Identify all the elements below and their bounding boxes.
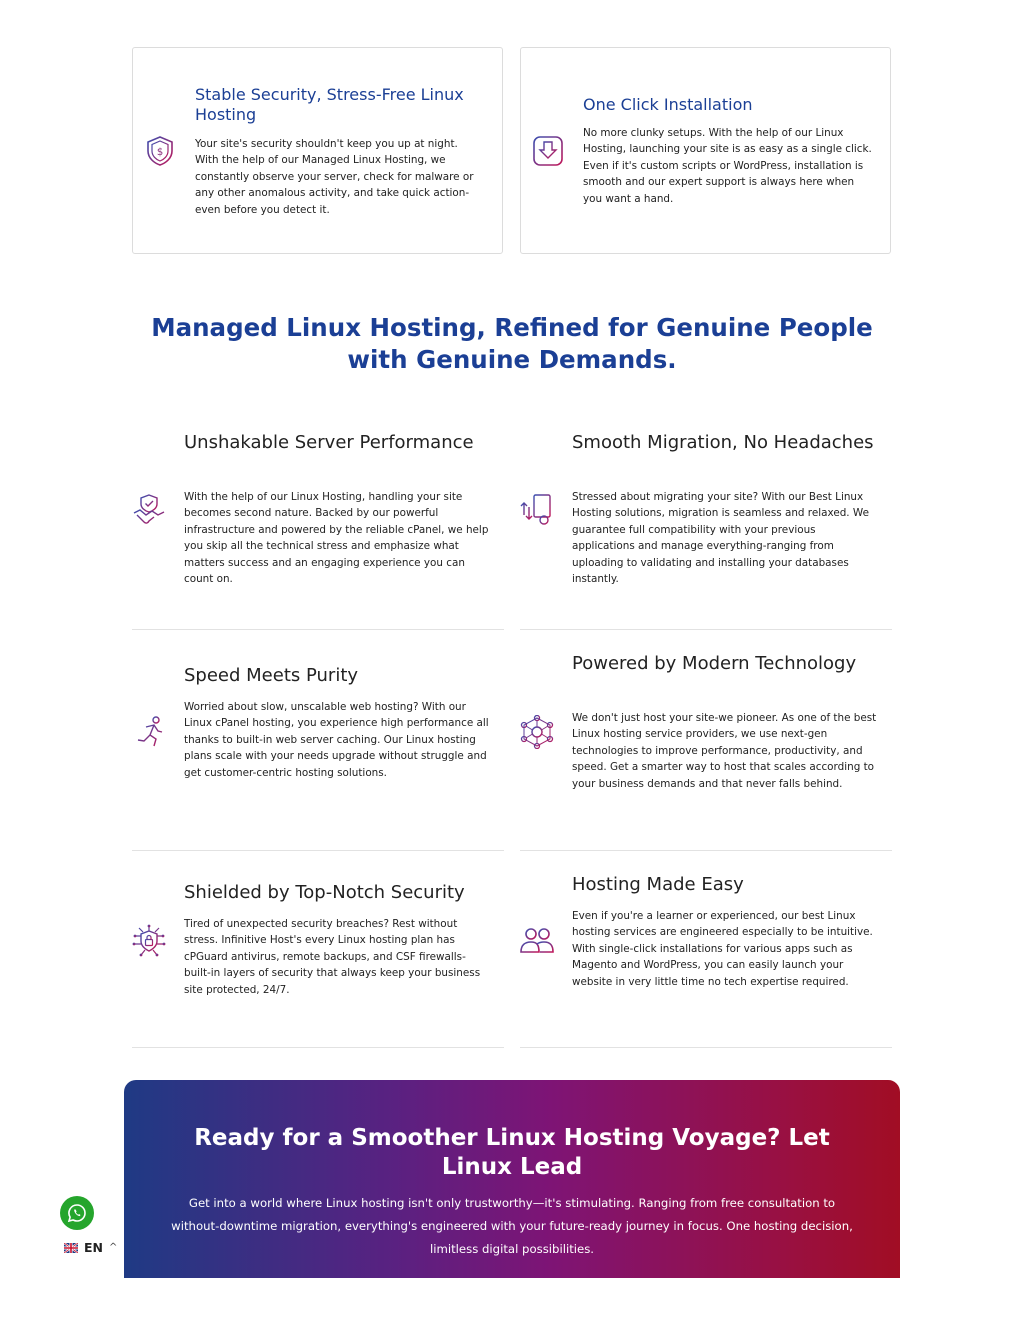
cta-text: Get into a world where Linux hosting isn't only trustworthy—it's stimulating. Ranging from free consultation to without-downtime migration, everything's engineered with your future-ready journey in focus. One hosting decision, limitless digital possibilities.: [171, 1196, 853, 1256]
feature-text: Tired of unexpected security breaches? Rest without stress. Infinitive Host's every Linux hosting plan has cPGuard antivirus, remote backups, and CSF firewalls-built-in layers of security that always keep your business site protected, 24/7.: [184, 918, 481, 996]
circuit-lock-icon: [132, 924, 166, 958]
feature-title: Unshakable Server Performance: [184, 432, 474, 453]
divider: [132, 850, 504, 851]
card-text: Your site's security shouldn't keep you up at night. With the help of our Managed Linux Hosting, we constantly observe your server, check for malware or any other anomalous activity, and take quick action-even before you detect it.: [195, 138, 474, 216]
uk-flag-icon: [64, 1243, 78, 1253]
network-nodes-icon: [520, 715, 554, 749]
download-arrow-icon: [531, 134, 565, 168]
feature-title: Powered by Modern Technology: [572, 653, 857, 674]
feature-text: Stressed about migrating your site? With our Best Linux Hosting solutions, migration is seamless and relaxed. We guarantee full compatibility with your previous applications and manage everything-ranging from uploading to validating and installing your databases instantly.: [572, 491, 869, 586]
svg-text:$: $: [156, 147, 164, 158]
cta-banner: [124, 1080, 900, 1278]
migration-icon: [520, 493, 554, 527]
cta-title: Ready for a Smoother Linux Hosting Voyage? Let Linux Lead: [194, 1125, 830, 1180]
users-icon: [520, 924, 554, 958]
language-label: EN: [84, 1240, 104, 1255]
divider: [520, 629, 892, 630]
speed-runner-icon: [132, 715, 166, 749]
feature-card-security: [132, 47, 503, 254]
feature-text: Worried about slow, unscalable web hosting? With our Linux cPanel hosting, you experience high performance all thanks to built-in web server caching. Our Linux hosting plans scale with your needs upgrade without struggle and get customer-centric hosting solutions.: [184, 701, 489, 779]
feature-card-installation: [520, 47, 891, 254]
feature-title: Speed Meets Purity: [184, 665, 359, 686]
shield-dollar-icon: [143, 134, 177, 168]
feature-text: Even if you're a learner or experienced, our best Linux hosting services are engineered especially to be intuitive. With single-click installations for various apps such as Magento and WordPress, you can easily launch your website in very little time no tech expertise required.: [572, 910, 873, 988]
chevron-up-icon: ^: [109, 1242, 118, 1253]
feature-text: With the help of our Linux Hosting, handling your site becomes second nature. Backed by our powerful infrastructure and powered by the reliable cPanel, we help you skip all the technical stress and emphasize what matters success and an engaging experience you can count on.: [184, 491, 489, 586]
feature-title: Shielded by Top-Notch Security: [184, 882, 465, 903]
card-title: Stable Security, Stress-Free Linux Hosting: [195, 85, 464, 124]
feature-text: We don't just host your site-we pioneer. As one of the best Linux hosting service providers, we use next-gen technologies to improve performance, productivity, and speed. Get a smarter way to host that scales according to your business demands and that never falls behind.: [572, 712, 877, 790]
divider: [132, 629, 504, 630]
divider: [520, 1047, 892, 1048]
whatsapp-icon: [67, 1203, 87, 1223]
whatsapp-button[interactable]: [60, 1196, 94, 1230]
section-title: Managed Linux Hosting, Refined for Genuine People with Genuine Demands.: [151, 313, 873, 374]
handshake-shield-icon: [132, 493, 166, 527]
card-text: No more clunky setups. With the help of our Linux Hosting, launching your site is as easy as a single click. Even if it's custom scripts or WordPress, installation is smooth and our expert support is always here when you want a hand.: [583, 127, 872, 205]
divider: [520, 850, 892, 851]
feature-title: Hosting Made Easy: [572, 874, 744, 895]
divider: [132, 1047, 504, 1048]
card-title: One Click Installation: [583, 95, 753, 114]
language-switcher[interactable]: [64, 1240, 117, 1255]
feature-title: Smooth Migration, No Headaches: [572, 432, 874, 453]
